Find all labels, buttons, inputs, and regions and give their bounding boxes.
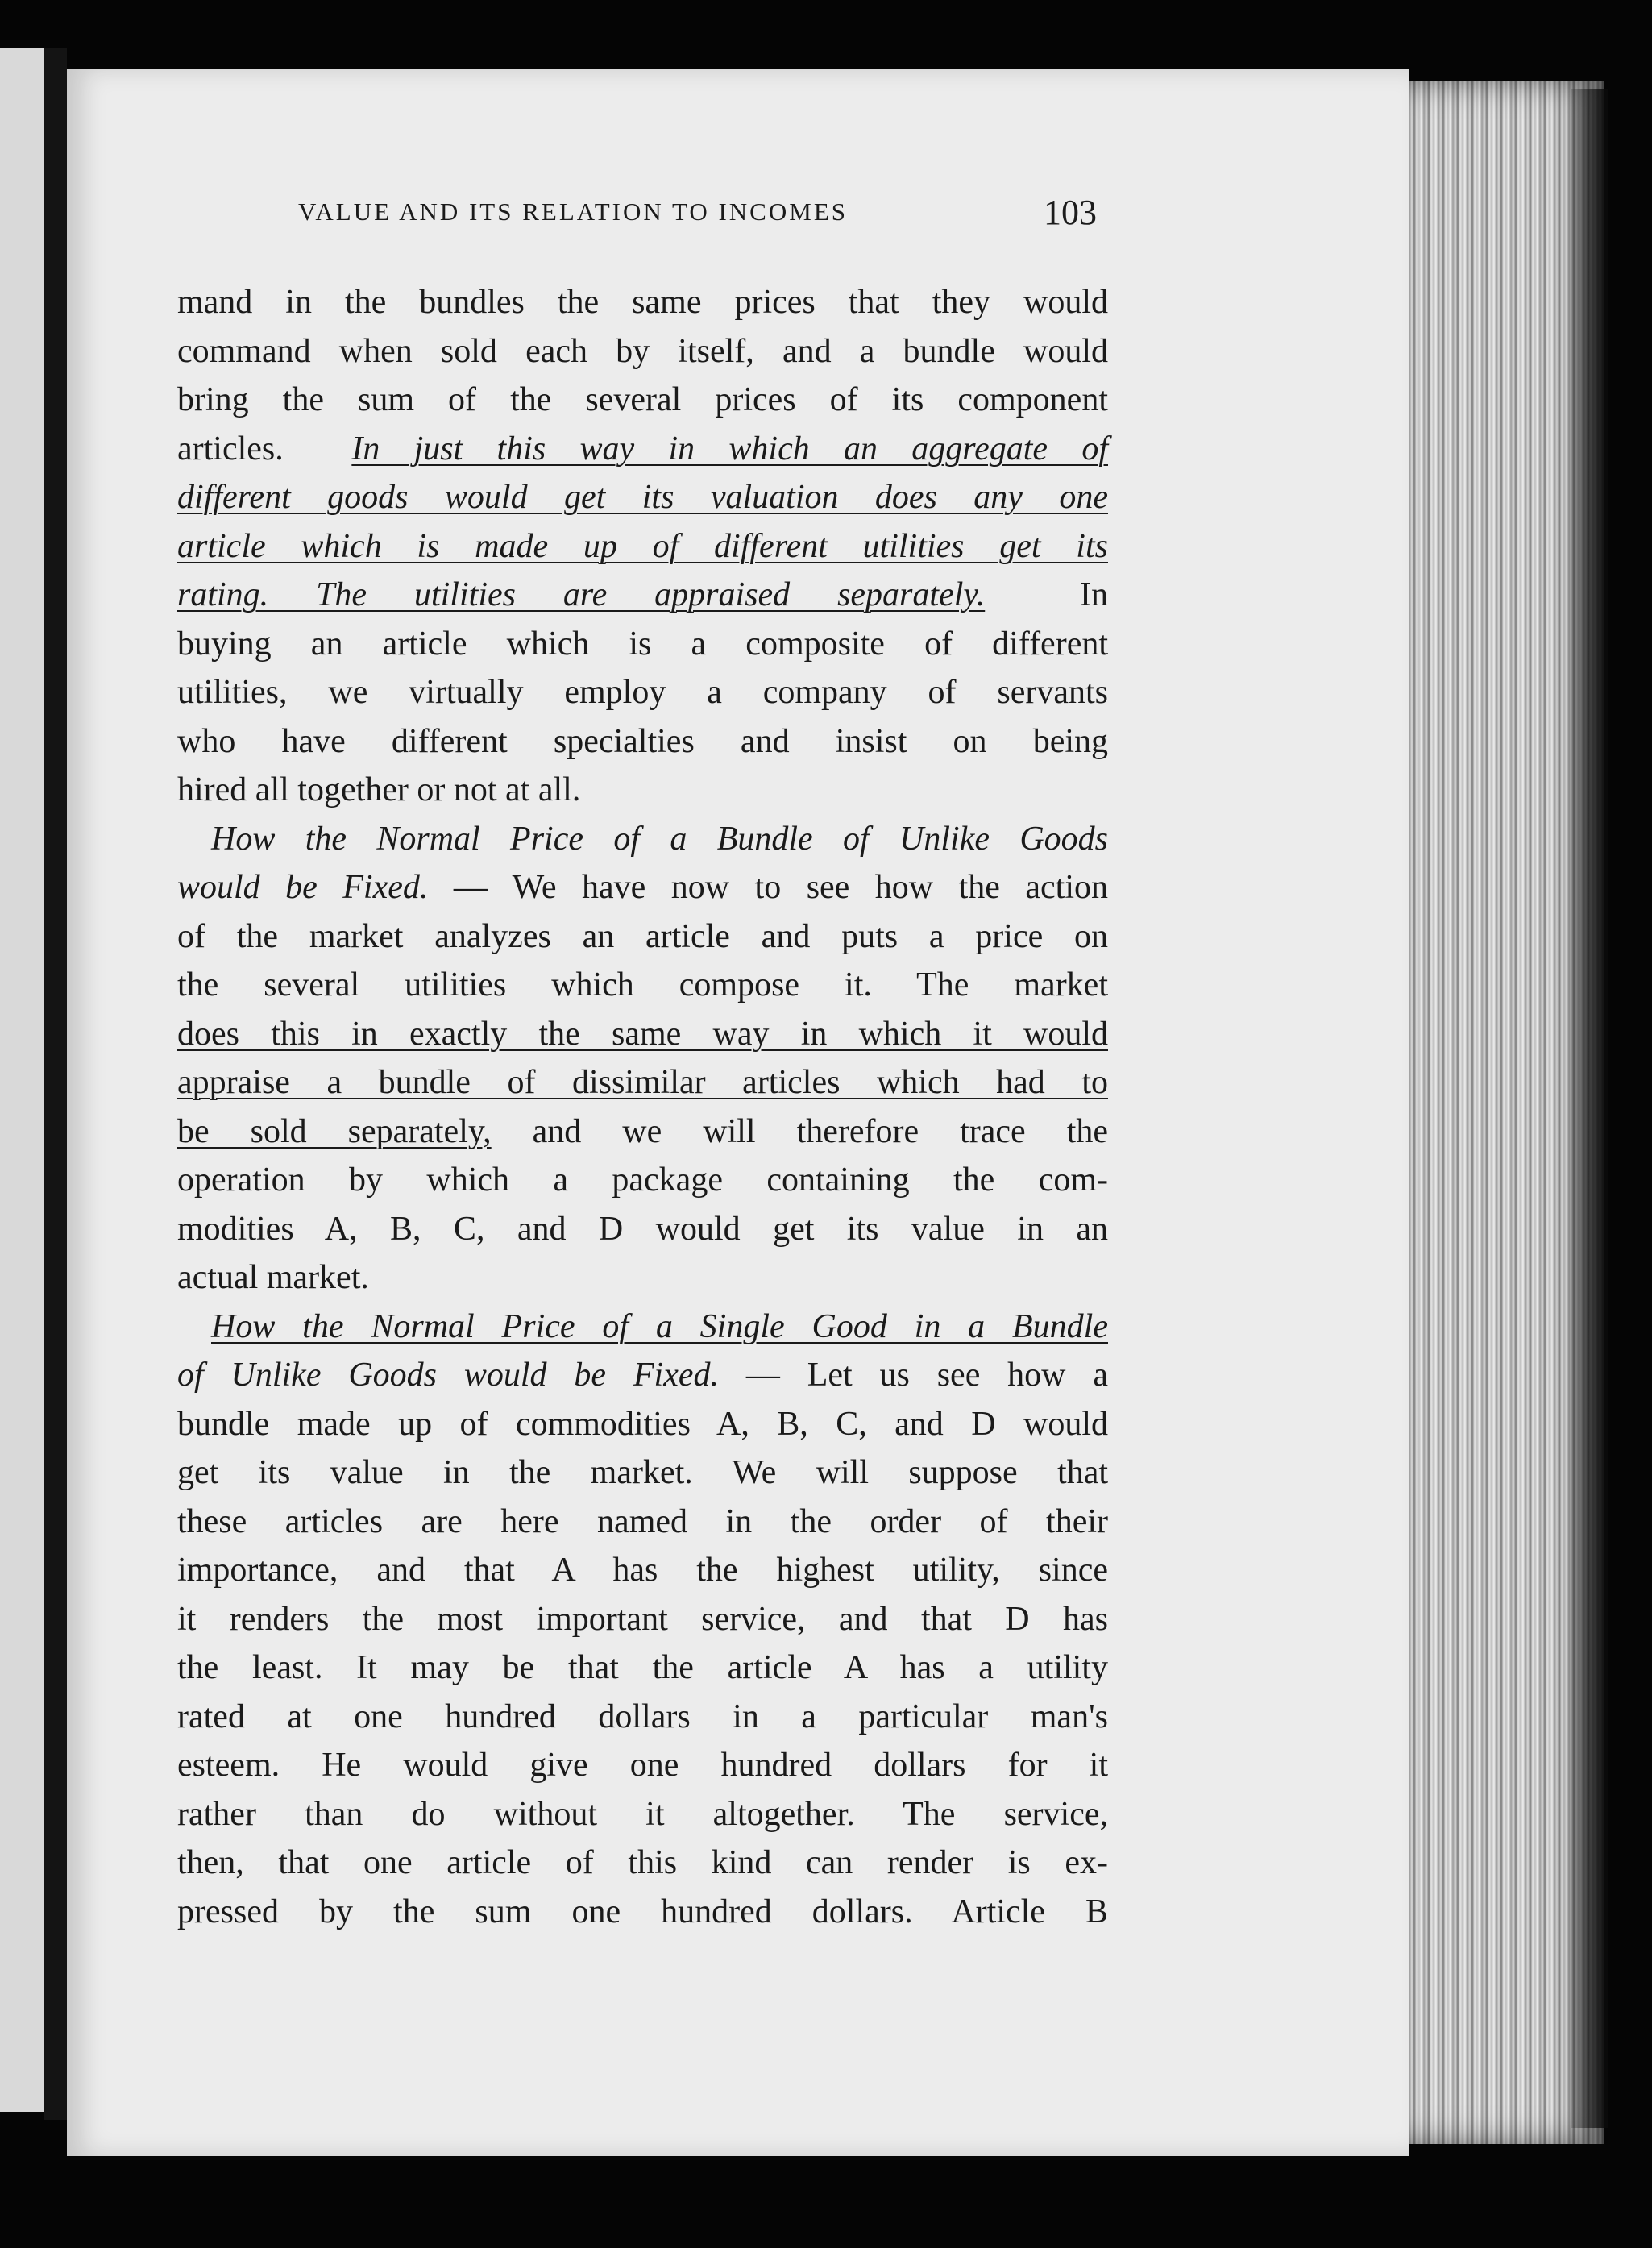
text-line xyxy=(177,571,1108,620)
text-line: these articles are here named in the order of their xyxy=(177,1502,1108,1540)
section-heading-line: How the Normal Price of a Bundle of Unlike Goods xyxy=(211,820,1108,858)
underlined-italic-line: article which is made up of different utilities get its xyxy=(177,527,1108,565)
text-line: of the market analyzes an article and puts a price on xyxy=(177,917,1108,955)
text-run: and we will therefore trace the xyxy=(532,1112,1109,1150)
text-line: pressed by the sum one hundred dollars. Article B xyxy=(177,1893,1108,1930)
text-run: articles. xyxy=(177,430,284,467)
text-line: modities A, B, C, and D would get its value in an xyxy=(177,1210,1108,1248)
text-run: In xyxy=(1080,576,1109,613)
text-line: esteem. He would give one hundred dollars for it xyxy=(177,1747,1108,1784)
text-line xyxy=(177,1351,1108,1400)
text-line: command when sold each by itself, and a bundle would xyxy=(177,332,1108,370)
text-line: the several utilities which compose it. The market xyxy=(177,966,1108,1003)
section-heading-line: How the Normal Price of a Single Good in a Bundle xyxy=(211,1307,1108,1345)
text-line: then, that one article of this kind can render is ex- xyxy=(177,1844,1108,1881)
text-line: operation by which a package containing the com- xyxy=(177,1161,1108,1199)
text-line: actual market. xyxy=(177,1259,369,1296)
text-line xyxy=(177,863,1108,912)
text-line: it renders the most important service, and that D has xyxy=(177,1600,1108,1638)
text-line: get its value in the market. We will suppose that xyxy=(177,1454,1108,1491)
text-line: hired all together or not at all. xyxy=(177,771,581,808)
running-header: VALUE AND ITS RELATION TO INCOMES xyxy=(298,197,848,226)
previous-page-edge xyxy=(0,48,44,2112)
text-line: importance, and that A has the highest utility, since xyxy=(177,1552,1108,1589)
text-line: the least. It may be that the article A has a utility xyxy=(177,1649,1108,1686)
text-line: buying an article which is a composite of different xyxy=(177,625,1108,663)
text-line: bundle made up of commodities A, B, C, and D would xyxy=(177,1405,1108,1443)
page-body xyxy=(177,278,1108,1936)
underlined-line: appraise a bundle of dissimilar articles which had to xyxy=(177,1064,1108,1101)
underlined-line: does this in exactly the same way in which it would xyxy=(177,1015,1108,1053)
text-line: bring the sum of the several prices of its component xyxy=(177,381,1108,418)
page-stack-shadow xyxy=(1571,89,1608,2128)
section-heading-run: would be Fixed. xyxy=(177,869,429,906)
page-number: 103 xyxy=(1044,193,1097,232)
text-line xyxy=(177,1107,1108,1157)
text-line: utilities, we virtually employ a company of servants xyxy=(177,674,1108,711)
text-run: — Let us see how a xyxy=(745,1357,1109,1394)
text-run: — We have now to see how the action xyxy=(453,869,1109,906)
text-line: rated at one hundred dollars in a particular man's xyxy=(177,1697,1108,1735)
text-line: rather than do without it altogether. The service, xyxy=(177,1795,1108,1833)
underlined-italic-run: In just this way in which an aggregate of xyxy=(351,430,1108,467)
book-binding xyxy=(44,48,67,2120)
underlined-run: be sold separately, xyxy=(177,1112,492,1150)
section-heading-run: of Unlike Goods would be Fixed. xyxy=(177,1357,719,1394)
text-line: who have different specialties and insist on being xyxy=(177,722,1108,760)
text-line xyxy=(177,425,1108,474)
underlined-italic-line: different goods would get its valuation does any one xyxy=(177,479,1108,516)
underlined-italic-run: rating. The utilities are appraised separately. xyxy=(177,576,986,613)
text-line: mand in the bundles the same prices that they would xyxy=(177,284,1108,321)
